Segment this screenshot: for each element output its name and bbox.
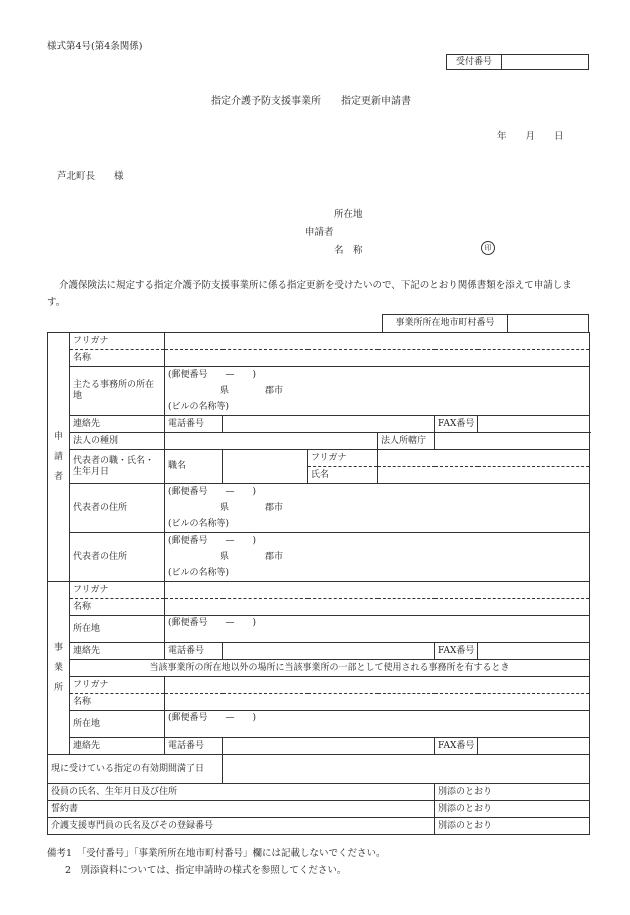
officers-label: 役員の氏名、生年月日及び住所 xyxy=(48,784,435,801)
applicant-location-label: 所在地 xyxy=(334,209,363,220)
representative-address-city-2[interactable]: 県 郡市 xyxy=(165,549,590,565)
representative-furigana-field[interactable] xyxy=(378,450,590,467)
representative-address-building-2[interactable]: (ビルの名称等) xyxy=(165,565,590,582)
applicant-furigana-field[interactable] xyxy=(165,333,590,350)
applicant-fax-field[interactable] xyxy=(478,416,590,433)
receipt-number-field[interactable] xyxy=(501,55,588,69)
representative-address-building-1[interactable]: (ビルの名称等) xyxy=(165,516,590,533)
representative-info-label: 代表者の職・氏名・生年月日 xyxy=(70,450,165,484)
intro-text: 介護保険法に規定する指定介護予防支援事業所に係る指定更新を受けたいので、下記のとおり関係書類を添えて申請します。 xyxy=(47,280,572,308)
office-section-header: 事 業 所 xyxy=(48,582,70,755)
application-date: 年 月 日 xyxy=(497,131,564,142)
applicant-phone-label: 電話番号 xyxy=(165,416,223,433)
office-name-label: 名称 xyxy=(70,599,165,616)
municipality-number-field[interactable] xyxy=(507,315,588,332)
branch-phone-label: 電話番号 xyxy=(165,738,223,755)
main-office-postal[interactable]: (郵便番号 — ) xyxy=(165,367,590,384)
applicant-name-label: 名 称 xyxy=(334,245,363,256)
branch-contact-label: 連絡先 xyxy=(70,738,165,755)
addressee: 芦北町長 様 xyxy=(57,171,124,182)
receipt-number-box xyxy=(446,54,589,70)
branch-location-postal[interactable]: (郵便番号 — ) xyxy=(165,711,590,738)
municipality-number-box xyxy=(382,314,589,332)
office-fax-field[interactable] xyxy=(478,643,590,660)
validity-expiry-label: 現に受けている指定の有効期間満了日 xyxy=(48,755,223,784)
branch-name-label: 名称 xyxy=(70,694,165,711)
branch-name-field[interactable] xyxy=(165,694,590,711)
note-1: 備考1 「受付番号」「事業所所在地市町村番号」欄には記載しないでください。 xyxy=(47,848,386,859)
representative-furigana-label: フリガナ xyxy=(308,450,378,467)
officers-attached: 別添のとおり xyxy=(435,784,590,801)
branch-phone-field[interactable] xyxy=(223,738,435,755)
main-office-label: 主たる事務所の所在地 xyxy=(70,367,165,416)
seal-mark: 印 xyxy=(481,241,495,255)
office-location-label: 所在地 xyxy=(70,616,165,643)
applicant-section-header: 申 請 者 xyxy=(48,333,70,582)
main-office-building[interactable]: (ビルの名称等) xyxy=(165,399,590,416)
branch-fax-label: FAX番号 xyxy=(435,738,478,755)
applicant-name-row-label: 名称 xyxy=(70,350,165,367)
validity-expiry-field[interactable] xyxy=(223,755,590,784)
representative-address-postal-1[interactable]: (郵便番号 — ) xyxy=(165,484,590,501)
office-location-postal[interactable]: (郵便番号 — ) xyxy=(165,616,590,643)
corporation-type-label: 法人の種別 xyxy=(70,433,165,450)
applicant-contact-label: 連絡先 xyxy=(70,416,165,433)
municipality-number-label: 事業所所在地市町村番号 xyxy=(383,315,508,332)
office-phone-field[interactable] xyxy=(223,643,435,660)
branch-furigana-label: フリガナ xyxy=(70,677,165,694)
pledge-label: 誓約書 xyxy=(48,801,435,818)
representative-address-label-2: 代表者の住所 xyxy=(70,533,165,582)
office-phone-label: 電話番号 xyxy=(165,643,223,660)
representative-address-city-1[interactable]: 県 郡市 xyxy=(165,500,590,516)
corporation-office-field[interactable] xyxy=(435,433,590,450)
receipt-number-label: 受付番号 xyxy=(447,55,502,69)
representative-address-label-1: 代表者の住所 xyxy=(70,484,165,533)
office-furigana-field[interactable] xyxy=(165,582,590,599)
representative-position-field[interactable] xyxy=(223,450,308,484)
applicant-fax-label: FAX番号 xyxy=(435,416,478,433)
branch-fax-field[interactable] xyxy=(478,738,590,755)
branch-furigana-field[interactable] xyxy=(165,677,590,694)
representative-name-field[interactable] xyxy=(378,467,590,484)
representative-name-label: 氏名 xyxy=(308,467,378,484)
applicant-furigana-label: フリガナ xyxy=(70,333,165,350)
corporation-type-field[interactable] xyxy=(165,433,378,450)
representative-position-label: 職名 xyxy=(165,450,223,484)
representative-address-postal-2[interactable]: (郵便番号 — ) xyxy=(165,533,590,550)
document-title: 指定介護予防支援事業所 指定更新申請書 xyxy=(211,96,411,107)
applicant-phone-field[interactable] xyxy=(223,416,435,433)
office-name-field[interactable] xyxy=(165,599,590,616)
applicant-label: 申請者 xyxy=(305,227,334,238)
corporation-office-label: 法人所轄庁 xyxy=(378,433,435,450)
office-contact-label: 連絡先 xyxy=(70,643,165,660)
office-fax-label: FAX番号 xyxy=(435,643,478,660)
application-form-table xyxy=(47,332,590,835)
branch-location-label: 所在地 xyxy=(70,711,165,738)
office-furigana-label: フリガナ xyxy=(70,582,165,599)
main-office-prefecture-city[interactable]: 県 郡市 xyxy=(165,383,590,399)
form-number: 様式第4号(第4条関係) xyxy=(47,41,143,52)
applicant-name-field[interactable] xyxy=(165,350,590,367)
other-office-note: 当該事業所の所在地以外の場所に当該事業所の一部として使用される事務所を有するとき xyxy=(70,660,590,677)
care-specialists-label: 介護支援専門員の氏名及びその登録番号 xyxy=(48,818,435,835)
pledge-attached: 別添のとおり xyxy=(435,801,590,818)
care-specialists-attached: 別添のとおり xyxy=(435,818,590,835)
note-2: 2 別添資料については、指定申請時の様式を参照してください。 xyxy=(65,865,347,876)
